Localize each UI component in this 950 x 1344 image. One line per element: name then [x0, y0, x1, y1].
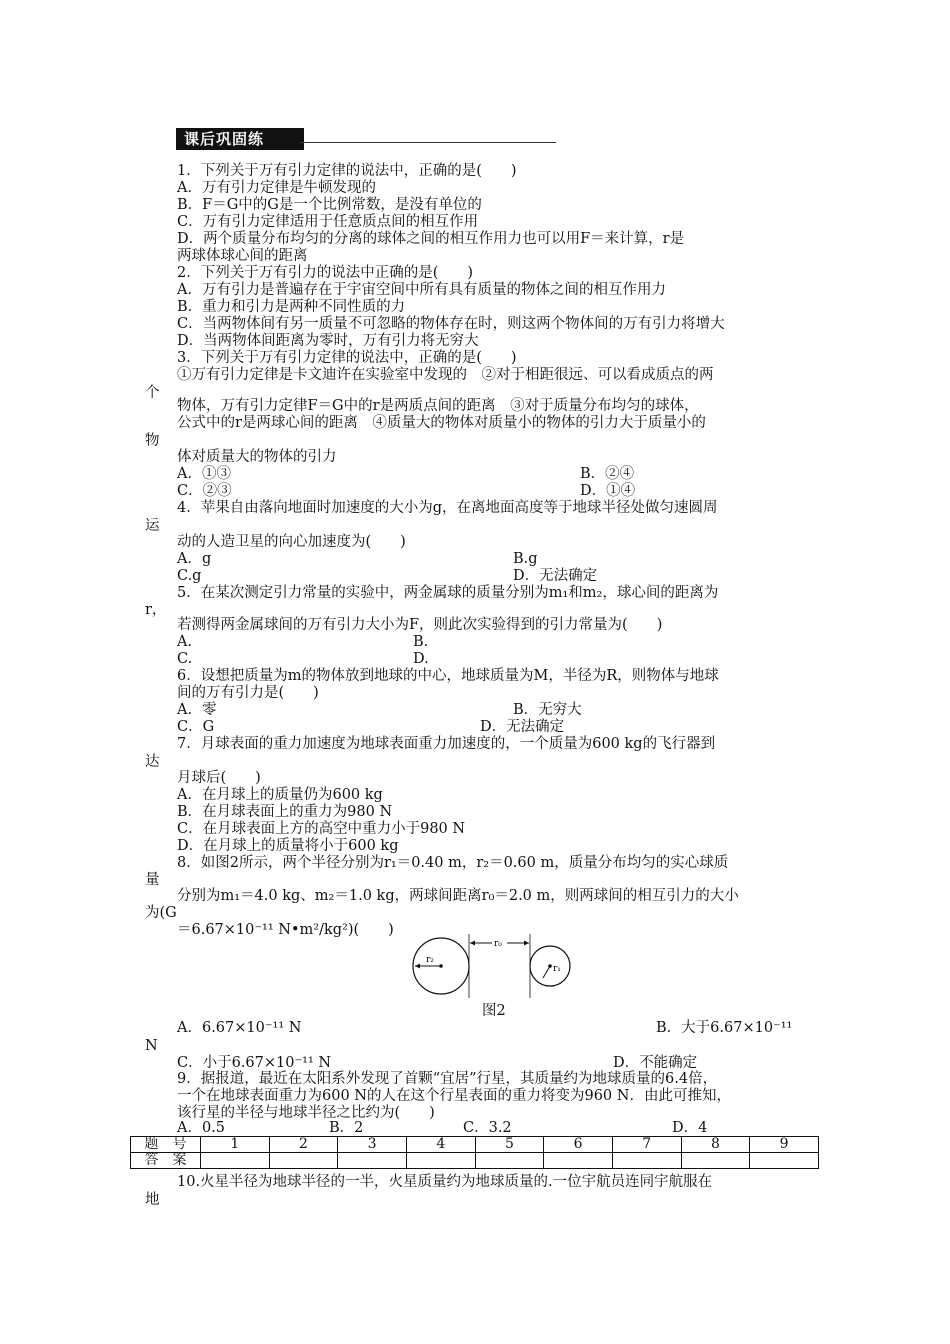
q8-option-c: C．小于6.67×10⁻¹¹ N	[177, 1055, 332, 1071]
row-label-answer: 答 案	[131, 1153, 201, 1169]
q3-wrap-char2: 物	[145, 433, 160, 449]
q4-option-b: B.g	[513, 551, 538, 567]
q6-option-c: C．G	[177, 719, 215, 735]
answer-cell[interactable]	[338, 1153, 407, 1169]
q9-option-c: C．3.2	[463, 1120, 512, 1136]
q5-option-d: D.	[413, 651, 429, 667]
q8-stem: 8．如图2所示，两个半径分别为r₁＝0.40 m，r₂＝0.60 m，质量分布均匀的实心球质	[177, 855, 729, 871]
q6-option-d: D．无法确定	[480, 719, 565, 735]
q7-stem-cont: 月球后( )	[177, 770, 261, 786]
q8-option-d: D．不能确定	[613, 1055, 698, 1071]
q1-option-a: A．万有引力定律是牛顿发现的	[177, 180, 376, 196]
q3-option-b: B．②④	[580, 466, 635, 482]
q9-stem-line2: 一个在地球表面重力为600 N的人在这个行星表面的重力将变为960 N．由此可推知，	[177, 1088, 731, 1104]
q7-option-c: C．在月球表面上方的高空中重力小于980 N	[177, 821, 466, 837]
q9-stem-line3: 该行星的半径与地球半径之比约为( )	[177, 1105, 435, 1121]
q5-option-b: B.	[413, 634, 429, 650]
q2-option-b: B．重力和引力是两种不同性质的力	[177, 299, 406, 315]
section-header: 课后巩固练	[176, 128, 304, 150]
q1-option-d-cont: 两球体球心间的距离	[177, 248, 308, 264]
figure-caption: 图2	[482, 1003, 506, 1019]
label-r2: r₂	[426, 955, 434, 965]
q3-statement-line2: 物体，万有引力定律F＝G中的r是两质点间的距离 ③对于质量分布均匀的球体，	[177, 398, 699, 414]
cell-number: 2	[269, 1137, 338, 1153]
q3-statement-line1: ①万有引力定律是卡文迪许在实验室中发现的 ②对于相距很远、可以看成质点的两	[177, 367, 714, 383]
q3-wrap-char: 个	[145, 385, 160, 401]
q8-option-b-wrap: N	[145, 1038, 158, 1054]
answer-table	[130, 1136, 819, 1169]
cell-number: 9	[750, 1137, 819, 1153]
header-rule	[300, 142, 556, 143]
q5-option-c: C.	[177, 651, 193, 667]
q3-option-a: A．①③	[177, 466, 231, 482]
q8-option-b: B．大于6.67×10⁻¹¹	[656, 1020, 793, 1036]
q9-stem-line1: 9．据报道，最近在太阳系外发现了首颗“宜居”行星，其质量约为地球质量的6.4倍，	[177, 1071, 718, 1087]
answer-cell[interactable]	[681, 1153, 750, 1169]
q9-option-d: D．4	[672, 1120, 708, 1136]
q5-stem: 5．在某次测定引力常量的实验中，两金属球的质量分别为m₁和m₂，球心间的距离为	[177, 585, 719, 601]
q2-stem: 2．下列关于万有引力的说法中正确的是( )	[177, 265, 474, 281]
q3-stem: 3．下列关于万有引力定律的说法中，正确的是( )	[177, 350, 517, 366]
q4-option-d: D．无法确定	[513, 568, 598, 584]
answer-table-header-row	[131, 1137, 819, 1153]
cell-number: 7	[612, 1137, 681, 1153]
q4-option-a: A．g	[177, 551, 212, 567]
q4-wrap-char: 运	[145, 518, 160, 534]
q1-option-b: B．F＝G中的G是一个比例常数，是没有单位的	[177, 197, 482, 213]
q7-option-a: A．在月球上的质量仍为600 kg	[177, 787, 383, 803]
q1-option-d: D．两个质量分布均匀的分离的球体之间的相互作用力也可以用F＝来计算，r是	[177, 231, 685, 247]
label-r0: r₀	[494, 939, 502, 949]
q1-option-c: C．万有引力定律适用于任意质点间的相互作用	[177, 214, 479, 230]
cell-number: 4	[406, 1137, 475, 1153]
cell-number: 5	[475, 1137, 544, 1153]
q4-option-c: C.g	[177, 568, 202, 584]
answer-cell[interactable]	[750, 1153, 819, 1169]
q10-wrap-char: 地	[145, 1192, 160, 1208]
q6-option-a: A．零	[177, 702, 217, 718]
q8-wrap-char: 量	[145, 872, 160, 888]
answer-cell[interactable]	[406, 1153, 475, 1169]
q6-stem-cont: 间的万有引力是( )	[177, 685, 319, 701]
answer-table-answer-row	[131, 1153, 819, 1169]
q3-option-d: D．①④	[580, 483, 636, 499]
q5-wrap-char: r，	[145, 602, 167, 618]
answer-cell[interactable]	[269, 1153, 338, 1169]
row-label-number: 题 号	[131, 1137, 201, 1153]
answer-cell[interactable]	[544, 1153, 613, 1169]
answer-cell[interactable]	[612, 1153, 681, 1169]
q2-option-c: C．当两物体间有另一质量不可忽略的物体存在时，则这两个物体间的万有引力将增大	[177, 316, 725, 332]
q8-option-a: A．6.67×10⁻¹¹ N	[177, 1020, 302, 1036]
q4-stem: 4．苹果自由落向地面时加速度的大小为g，在离地面高度等于地球半径处做匀速圆周	[177, 500, 718, 516]
q3-statement-line4: 体对质量大的物体的引力	[177, 449, 337, 465]
figure-two-spheres	[410, 926, 585, 1006]
q7-option-d: D．在月球上的质量将小于600 kg	[177, 838, 399, 854]
q8-stem-cont: 分别为m₁＝4.0 kg、m₂＝1.0 kg，两球间距离r₀＝2.0 m，则两球间的相互引力的大小	[177, 888, 739, 904]
answer-cell[interactable]	[475, 1153, 544, 1169]
q7-stem: 7．月球表面的重力加速度为地球表面重力加速度的，一个质量为600 kg的飞行器到	[177, 736, 716, 752]
q7-option-b: B．在月球表面上的重力为980 N	[177, 804, 393, 820]
q1-stem: 1．下列关于万有引力定律的说法中，正确的是( )	[177, 163, 517, 179]
label-r1: r₁	[553, 964, 561, 974]
q8-constant: ＝6.67×10⁻¹¹ N•m²/kg²)( )	[177, 922, 394, 938]
q7-wrap-char: 达	[145, 754, 160, 770]
q2-option-d: D．当两物体间距离为零时，万有引力将无穷大	[177, 333, 479, 349]
q6-option-b: B．无穷大	[513, 702, 582, 718]
q5-option-a: A.	[177, 634, 193, 650]
cell-number: 1	[201, 1137, 270, 1153]
q9-option-a: A．0.5	[177, 1120, 226, 1136]
q8-wrap-g: 为(G	[145, 905, 177, 921]
cell-number: 3	[338, 1137, 407, 1153]
q4-stem-cont: 动的人造卫星的向心加速度为( )	[177, 534, 406, 550]
q10-stem: 10.火星半径为地球半径的一半，火星质量约为地球质量的.一位宇航员连同宇航服在	[177, 1174, 713, 1190]
q3-statement-line3: 公式中的r是两球心间的距离 ④质量大的物体对质量小的物体的引力大于质量小的	[177, 415, 706, 431]
cell-number: 6	[544, 1137, 613, 1153]
q2-option-a: A．万有引力是普遍存在于宇宙空间中所有具有质量的物体之间的相互作用力	[177, 282, 666, 298]
q6-stem: 6．设想把质量为m的物体放到地球的中心，地球质量为M，半径为R，则物体与地球	[177, 668, 719, 684]
q5-stem-cont: 若测得两金属球间的万有引力大小为F，则此次实验得到的引力常量为( )	[177, 617, 663, 633]
answer-cell[interactable]	[201, 1153, 270, 1169]
q3-option-c: C．②③	[177, 483, 232, 499]
q9-option-b: B．2	[329, 1120, 364, 1136]
cell-number: 8	[681, 1137, 750, 1153]
